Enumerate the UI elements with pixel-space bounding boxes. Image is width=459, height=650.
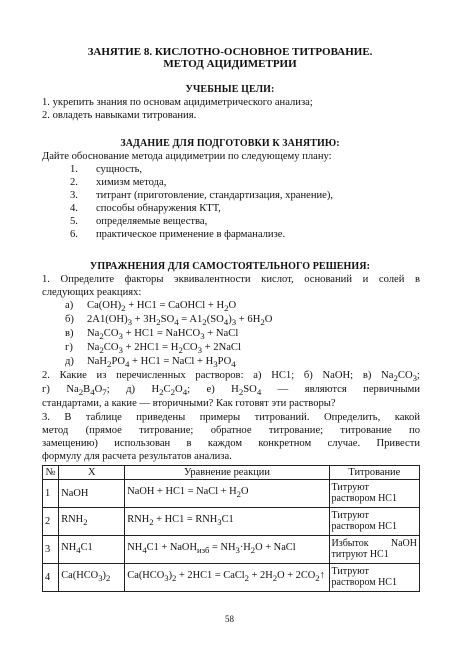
header-number: № <box>43 466 59 480</box>
reaction-equation: $NaH_2PO_4 + HC1$ = NaCl + $H_3PO_4$ <box>87 356 236 370</box>
reaction-equation: $Na_2CO_3 + HC1$ = NaHCO$_3$ + NaCl <box>87 328 239 342</box>
plan-item-text: титрант (приготовление, стандартизация, хранение), <box>96 190 334 201</box>
titration-line: раствором HC1 <box>331 576 397 588</box>
plan-item-text: способы обнаружения КТТ, <box>96 203 221 214</box>
row-titration <box>329 480 419 508</box>
titration-line: Титруют <box>331 510 369 521</box>
row-equation: $Ca(HCO_3)_2 + 2HC1$ = CaCl$_2$ + $2H_2O$ + $2CO_2↑$ <box>125 564 329 592</box>
plan-item-num: 6. <box>70 229 78 240</box>
prep-intro: Дайте обоснование метода ацидиметрии по следующему плану: <box>42 151 332 162</box>
plan-item-num: 2. <box>70 177 78 188</box>
row-equation: $NH_4C1$ + NaOH$_{изб}$ = $NH_3\cdot H_2O$ + NaCl <box>125 536 329 564</box>
reaction-equation: $Na_2CO_3 + 2HC1 = H_2CO_3$ + 2NaCl <box>87 342 241 356</box>
plan-item-num: 3. <box>70 190 78 201</box>
row-number: 2 <box>43 508 59 536</box>
task3-line: метод (прямое титрование; обратное титрование; титрование по <box>42 425 420 436</box>
row-titration <box>329 564 419 592</box>
plan-item-text: определяемые вещества, <box>96 216 208 227</box>
page-title-line1: ЗАНЯТИЕ 8. КИСЛОТНО-ОСНОВНОЕ ТИТРОВАНИЕ. <box>87 46 373 58</box>
task2-line: стандартами, а какие — вторичными? Как готовят эти растворы? <box>42 398 336 409</box>
row-titration <box>329 508 419 536</box>
titration-line: Избыток NaOH <box>331 538 417 549</box>
titration-line: Титруют <box>331 566 369 577</box>
exercises-heading: УПРАЖНЕНИЯ ДЛЯ САМОСТОЯТЕЛЬНОГО РЕШЕНИЯ: <box>89 261 371 272</box>
goals-heading: УЧЕБНЫЕ ЦЕЛИ: <box>185 84 275 95</box>
table-row <box>43 508 420 536</box>
reaction-label: г) <box>65 342 73 353</box>
titration-line: титруют HC1 <box>331 548 389 560</box>
goal-item: 2. овладеть навыками титрования. <box>42 110 197 121</box>
plan-item-num: 4. <box>70 203 78 214</box>
row-titration <box>329 536 419 564</box>
row-substance: $NH_4C1$ <box>59 536 125 564</box>
row-number: 3 <box>43 536 59 564</box>
titration-line: раствором HC1 <box>331 492 397 504</box>
task2-line: 2. Какие из перечисленных растворов: а) HC1; б) NaOH; в) $Na_2CO_3$; <box>42 370 420 382</box>
row-equation: $RNH_2 + HC1 = RNH_3C1$ <box>125 508 329 536</box>
page-number: 58 <box>225 614 234 624</box>
table-row <box>43 564 420 592</box>
plan-item-text: практическое применение в фарманализе. <box>96 229 286 240</box>
task2-line: г) $Na_2B_4O_7$; д) $H_2C_2O_4$; е) $H_2SO_4$ — являются первичными <box>42 384 420 396</box>
reaction-equation: $Ca(OH)_2 + HC1$ = CaOHCl + $H_2O$ <box>87 300 237 314</box>
plan-item-text: химизм метода, <box>96 177 167 188</box>
prep-heading: ЗАДАНИЕ ДЛЯ ПОДГОТОВКИ К ЗАНЯТИЮ: <box>120 138 340 149</box>
row-substance: $Ca(HCO_3)_2$ <box>59 564 125 592</box>
goal-item: 1. укрепить знания по основам ацидиметрического анализа; <box>42 97 313 108</box>
row-number: 1 <box>43 480 59 508</box>
row-substance: $RNH_2$ <box>59 508 125 536</box>
task3-line: 3. В таблице приведены примеры титрований. Определить, какой <box>42 412 420 423</box>
task1-line: следующих реакциях: <box>42 287 142 298</box>
page-title-line2: МЕТОД АЦИДИМЕТРИИ <box>163 58 297 70</box>
reaction-label: а) <box>65 300 74 311</box>
table-header-row <box>43 466 420 480</box>
task3-line: замещению) использован в каждом конкретном случае. Привести <box>42 438 420 449</box>
titration-line: Титруют <box>331 482 369 493</box>
table-row <box>43 536 420 564</box>
header-x: Х <box>59 466 125 480</box>
row-substance: NaOH <box>59 480 125 508</box>
table-row <box>43 480 420 508</box>
titration-table <box>42 465 420 592</box>
header-equation: Уравнение реакции <box>125 466 329 480</box>
plan-item-text: сущность, <box>96 164 143 175</box>
header-titration: Титрование <box>329 466 419 480</box>
plan-item-num: 5. <box>70 216 78 227</box>
reaction-label: б) <box>65 314 74 325</box>
task1-line: 1. Определите факторы эквивалентности кислот, оснований и солей в <box>42 274 420 285</box>
plan-item-num: 1. <box>70 164 78 175</box>
reaction-equation: $2A1(OH)_3 + 3H_2SO_4 = A1_2(SO_4)_3 + 6H_2O$ <box>87 314 273 328</box>
reaction-label: д) <box>65 356 74 367</box>
row-number: 4 <box>43 564 59 592</box>
reaction-label: в) <box>65 328 74 339</box>
task3-line: формулу для расчета результатов анализа. <box>42 451 232 462</box>
row-equation: NaOH + HC1 = NaCl + $H_2O$ <box>125 480 329 508</box>
titration-line: раствором HC1 <box>331 520 397 532</box>
